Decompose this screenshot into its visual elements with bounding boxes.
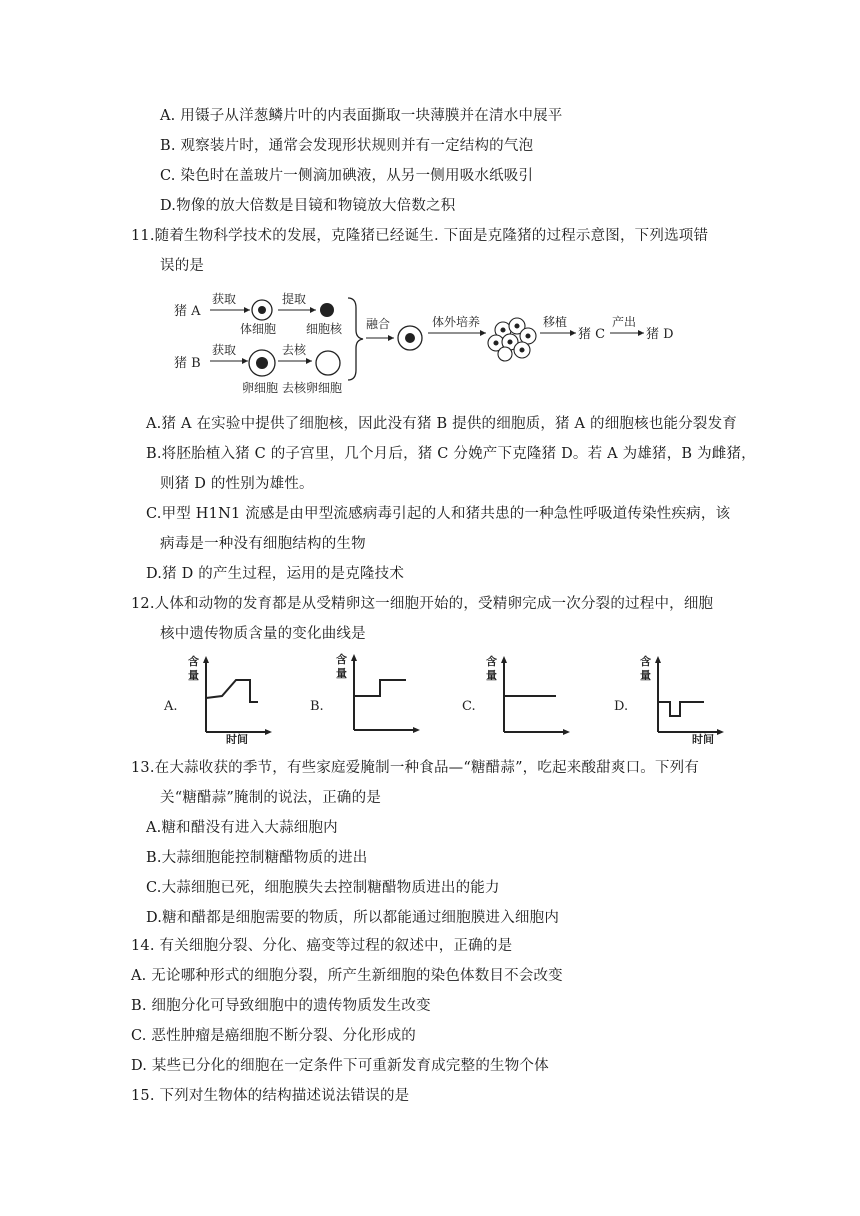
text-line: 13.在大蒜收获的季节，有些家庭爱腌制一种食品—“糖醋蒜”，吃起来酸甜爽口。下列有 <box>131 760 700 776</box>
graph-a-xlabel: 时间 <box>226 733 248 744</box>
graph-a-curve <box>206 680 258 702</box>
get-a-label: 获取 <box>212 292 237 306</box>
text-line: A. 无论哪种形式的细胞分裂，所产生新细胞的染色体数目不会改变 <box>131 968 563 984</box>
text-line: B. 观察装片时，通常会发现形状规则并有一定结构的气泡 <box>160 138 534 154</box>
pig-b-label: 猪 B <box>174 356 201 371</box>
egg-cell-label: 卵细胞 <box>242 381 279 395</box>
graph-c-option-label: C. <box>462 699 476 714</box>
enucleated-egg-label: 去核卵细胞 <box>282 381 343 395</box>
text-line: B.大蒜细胞能控制糖醋物质的进出 <box>146 850 368 866</box>
graph-c-ylabel-2: 量 <box>486 669 497 682</box>
graph-option-b <box>308 650 428 742</box>
text-line: C. 染色时在盖玻片一侧滴加碘液，从另一侧用吸水纸吸引 <box>160 168 534 184</box>
text-line: C. 恶性肿瘤是癌细胞不断分裂、分化形成的 <box>131 1028 416 1044</box>
fuse-label: 融合 <box>366 317 391 331</box>
text-line: C.大蒜细胞已死，细胞膜失去控制糖醋物质进出的能力 <box>146 880 500 896</box>
text-line: 11.随着生物科学技术的发展，克隆猪已经诞生. 下面是克隆猪的过程示意图，下列选项错 <box>131 228 709 244</box>
text-line: 核中遗传物质含量的变化曲线是 <box>160 626 366 642</box>
remove-nucleus-label: 去核 <box>282 343 307 357</box>
culture-label: 体外培养 <box>432 315 481 329</box>
graph-d-curve <box>658 702 704 716</box>
text-line: A.猪 A 在实验中提供了细胞核，因此没有猪 B 提供的细胞质，猪 A 的细胞核也能分裂发育 <box>146 416 738 432</box>
body-cell-icon <box>252 300 272 320</box>
birth-label: 产出 <box>612 315 637 329</box>
clone-process-diagram <box>170 288 690 400</box>
embryo-icon <box>488 318 536 361</box>
graph-d-ylabel-2: 量 <box>640 669 651 682</box>
graph-b-option-label: B. <box>310 699 324 714</box>
graph-b-curve <box>354 680 406 696</box>
extract-label: 提取 <box>282 292 307 306</box>
text-line: 误的是 <box>160 258 205 274</box>
fused-cell-icon <box>398 326 422 350</box>
nucleus-label: 细胞核 <box>306 322 343 336</box>
enucleated-egg-icon <box>316 351 340 375</box>
text-line: 14. 有关细胞分裂、分化、癌变等过程的叙述中，正确的是 <box>131 938 513 954</box>
text-line: D.物像的放大倍数是目镜和物镜放大倍数之积 <box>160 198 456 214</box>
text-line: 病毒是一种没有细胞结构的生物 <box>160 536 366 552</box>
graph-d-option-label: D. <box>614 699 629 714</box>
body-cell-label: 体细胞 <box>240 322 277 336</box>
graph-b-ylabel-2: 量 <box>336 667 347 680</box>
brace <box>348 298 363 380</box>
graph-option-a <box>160 652 280 744</box>
transplant-label: 移植 <box>543 315 568 329</box>
text-line: D.猪 D 的产生过程，运用的是克隆技术 <box>146 566 405 582</box>
text-line: 关“糖醋蒜”腌制的说法，正确的是 <box>160 790 382 806</box>
graph-a-ylabel-1: 含 <box>188 655 199 668</box>
graph-option-d <box>612 652 732 744</box>
graph-b-ylabel-1: 含 <box>336 653 347 666</box>
graph-d-ylabel-1: 含 <box>640 655 651 668</box>
text-line: D. 某些已分化的细胞在一定条件下可重新发育成完整的生物个体 <box>131 1058 549 1074</box>
nucleus-icon <box>320 303 334 317</box>
text-line: 15. 下列对生物体的结构描述说法错误的是 <box>131 1088 410 1104</box>
pig-c-label: 猪 C <box>578 327 606 342</box>
graph-option-c <box>458 652 578 744</box>
text-line: A. 用镊子从洋葱鳞片叶的内表面撕取一块薄膜并在清水中展平 <box>160 108 563 124</box>
text-line: 12.人体和动物的发育都是从受精卵这一细胞开始的，受精卵完成一次分裂的过程中，细胞 <box>131 596 714 612</box>
graph-d-xlabel: 时间 <box>692 733 714 744</box>
graph-c-ylabel-1: 含 <box>486 655 497 668</box>
text-line: B. 细胞分化可导致细胞中的遗传物质发生改变 <box>131 998 431 1014</box>
pig-a-label: 猪 A <box>174 304 201 319</box>
graph-a-option-label: A. <box>164 699 178 714</box>
text-line: A.糖和醋没有进入大蒜细胞内 <box>146 820 338 836</box>
text-line: 则猪 D 的性别为雄性。 <box>160 476 314 492</box>
text-line: D.糖和醋都是细胞需要的物质，所以都能通过细胞膜进入细胞内 <box>146 910 560 926</box>
pig-d-label: 猪 D <box>646 327 674 342</box>
graph-a-ylabel-2: 量 <box>188 669 199 682</box>
get-b-label: 获取 <box>212 343 237 357</box>
text-line: B.将胚胎植入猪 C 的子宫里，几个月后，猪 C 分娩产下克隆猪 D。若 A 为雄猪，B 为雌猪， <box>146 446 756 462</box>
egg-cell-icon <box>249 350 275 376</box>
text-line: C.甲型 H1N1 流感是由甲型流感病毒引起的人和猪共患的一种急性呼吸道传染性疾病，该 <box>146 506 731 522</box>
